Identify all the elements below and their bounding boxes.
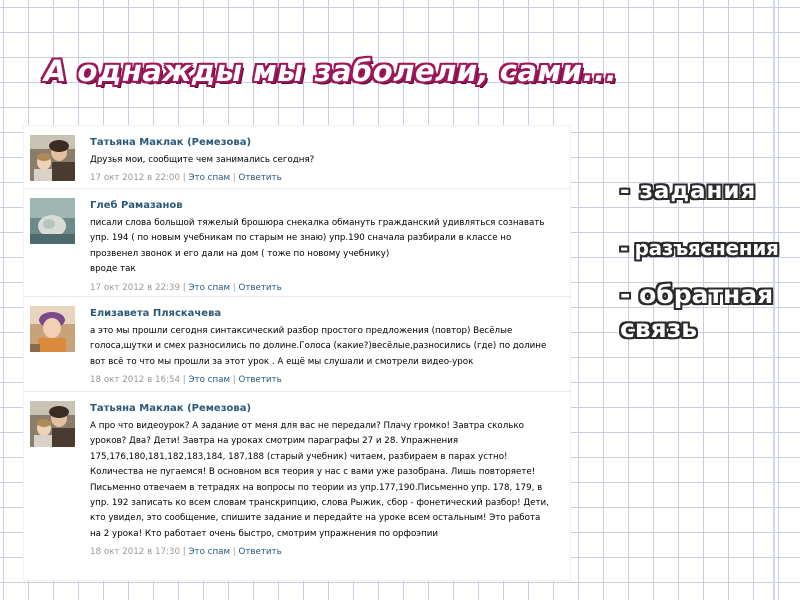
spam-link[interactable]: Это спам	[188, 375, 231, 386]
avatar[interactable]	[30, 306, 75, 352]
comment-post	[24, 189, 570, 297]
comment-line: писали слова большой тяжелый брошюра снекалка обмануть гражданский удивляться сознавать	[90, 218, 545, 228]
reply-link[interactable]: Ответить	[238, 282, 282, 293]
separator: |	[182, 375, 186, 386]
comment-text	[90, 216, 562, 278]
separator: |	[182, 547, 186, 558]
comment-line: Друзья мои, сообщите чем занимались сегодня?	[90, 155, 315, 165]
comment-date[interactable]: 17 окт 2012 в 22:00	[90, 173, 180, 184]
comment-line: прозвенел звонок и его дали на дом ( тоже по новому учебнику)	[90, 248, 390, 259]
comment-date[interactable]: 17 окт 2012 в 22:39	[90, 282, 180, 293]
comment-line: Письменно отвечаем в тетрадях на вопросы по теории из упр.177,190.Письменно упр. 178, 179, в	[90, 482, 543, 493]
comment-meta	[90, 545, 562, 564]
comment-line: кто увидел, это сообщение, спишите задание и передайте на уроке всем остальным! Это работа	[90, 513, 541, 524]
avatar[interactable]	[30, 135, 75, 181]
separator: |	[232, 375, 236, 386]
author-name[interactable]: Татьяна Маклак (Ремезова)	[90, 403, 252, 414]
comment-line: а это мы прошли сегодня синтаксический разбор простого предложения (повтор) Весёлые	[90, 326, 513, 336]
avatar[interactable]	[30, 401, 75, 447]
avatar[interactable]	[30, 198, 75, 244]
comment-date[interactable]: 18 окт 2012 в 17:30	[90, 547, 180, 558]
separator: |	[232, 173, 236, 184]
comment-line: 175,176,180,181,182,183,184, 187,188 (старый учебник) читаем, разбираем в парах устно!	[90, 451, 508, 462]
comment-line: вот всё то что мы прошли за этот урок . А ещё мы слушали и смотрели видео-урок	[90, 356, 474, 367]
reply-link[interactable]: Ответить	[238, 173, 282, 184]
reply-link[interactable]: Ответить	[238, 547, 282, 558]
separator: |	[232, 282, 236, 293]
comment-date[interactable]: 18 окт 2012 в 16:54	[90, 375, 180, 386]
spam-link[interactable]: Это спам	[188, 173, 231, 184]
comment-line: на 2 урока! Кто работает очень быстро, смотрим упражнения по орфоэпии	[90, 528, 439, 539]
separator: |	[232, 547, 236, 558]
author-name[interactable]: Татьяна Маклак (Ремезова)	[90, 137, 252, 148]
comment-post	[24, 297, 570, 392]
separator: |	[182, 173, 186, 184]
comment-line: упр. 192 записать ко всем словам транскрипцию, слова Рыжик, сбор - фонетический разбор! Дети,	[90, 498, 549, 509]
slide-title: А однажды мы заболели, сами...	[44, 54, 618, 88]
bullet-feedback: - обратная связь	[620, 280, 774, 343]
comment-post	[24, 126, 570, 189]
separator: |	[182, 282, 186, 293]
spam-link[interactable]: Это спам	[188, 547, 231, 558]
author-name[interactable]: Елизавета Пляскачева	[90, 308, 222, 319]
comment-text	[90, 324, 562, 370]
reply-link[interactable]: Ответить	[238, 375, 282, 386]
comment-meta	[90, 171, 562, 190]
comment-line: А про что видеоурок? А задание от меня для вас не передали? Плачу громко! Завтра сколько	[90, 421, 524, 431]
comment-post	[24, 392, 570, 572]
bullet-explanations: - разъяснения	[620, 236, 779, 260]
comment-text	[90, 153, 562, 168]
bullet-list	[620, 178, 780, 346]
comment-line: уроков? Два? Дети! Завтра на уроках смотрим параграфы 27 и 28. Упражнения	[90, 436, 459, 447]
comment-line: голоса,шутки и смех разносились по долине.Голоса (какие?)весёлые,разносились (где) по долине	[90, 341, 547, 352]
spam-link[interactable]: Это спам	[188, 282, 231, 293]
bullet-tasks: - задания	[620, 178, 757, 204]
comment-line: вроде так	[90, 264, 136, 275]
comment-line: Количества не пугаемся! В основном вся теория у нас с вами уже разобрана. Лишь повторяете!	[90, 467, 536, 478]
comment-feed	[24, 126, 570, 580]
author-name[interactable]: Глеб Рамазанов	[90, 200, 183, 211]
comment-line: упр. 194 ( по новым учебникам по старым не знаю) упр.190 сначала разбирали в классе но	[90, 233, 512, 244]
comment-meta	[90, 373, 562, 392]
comment-text	[90, 419, 562, 542]
